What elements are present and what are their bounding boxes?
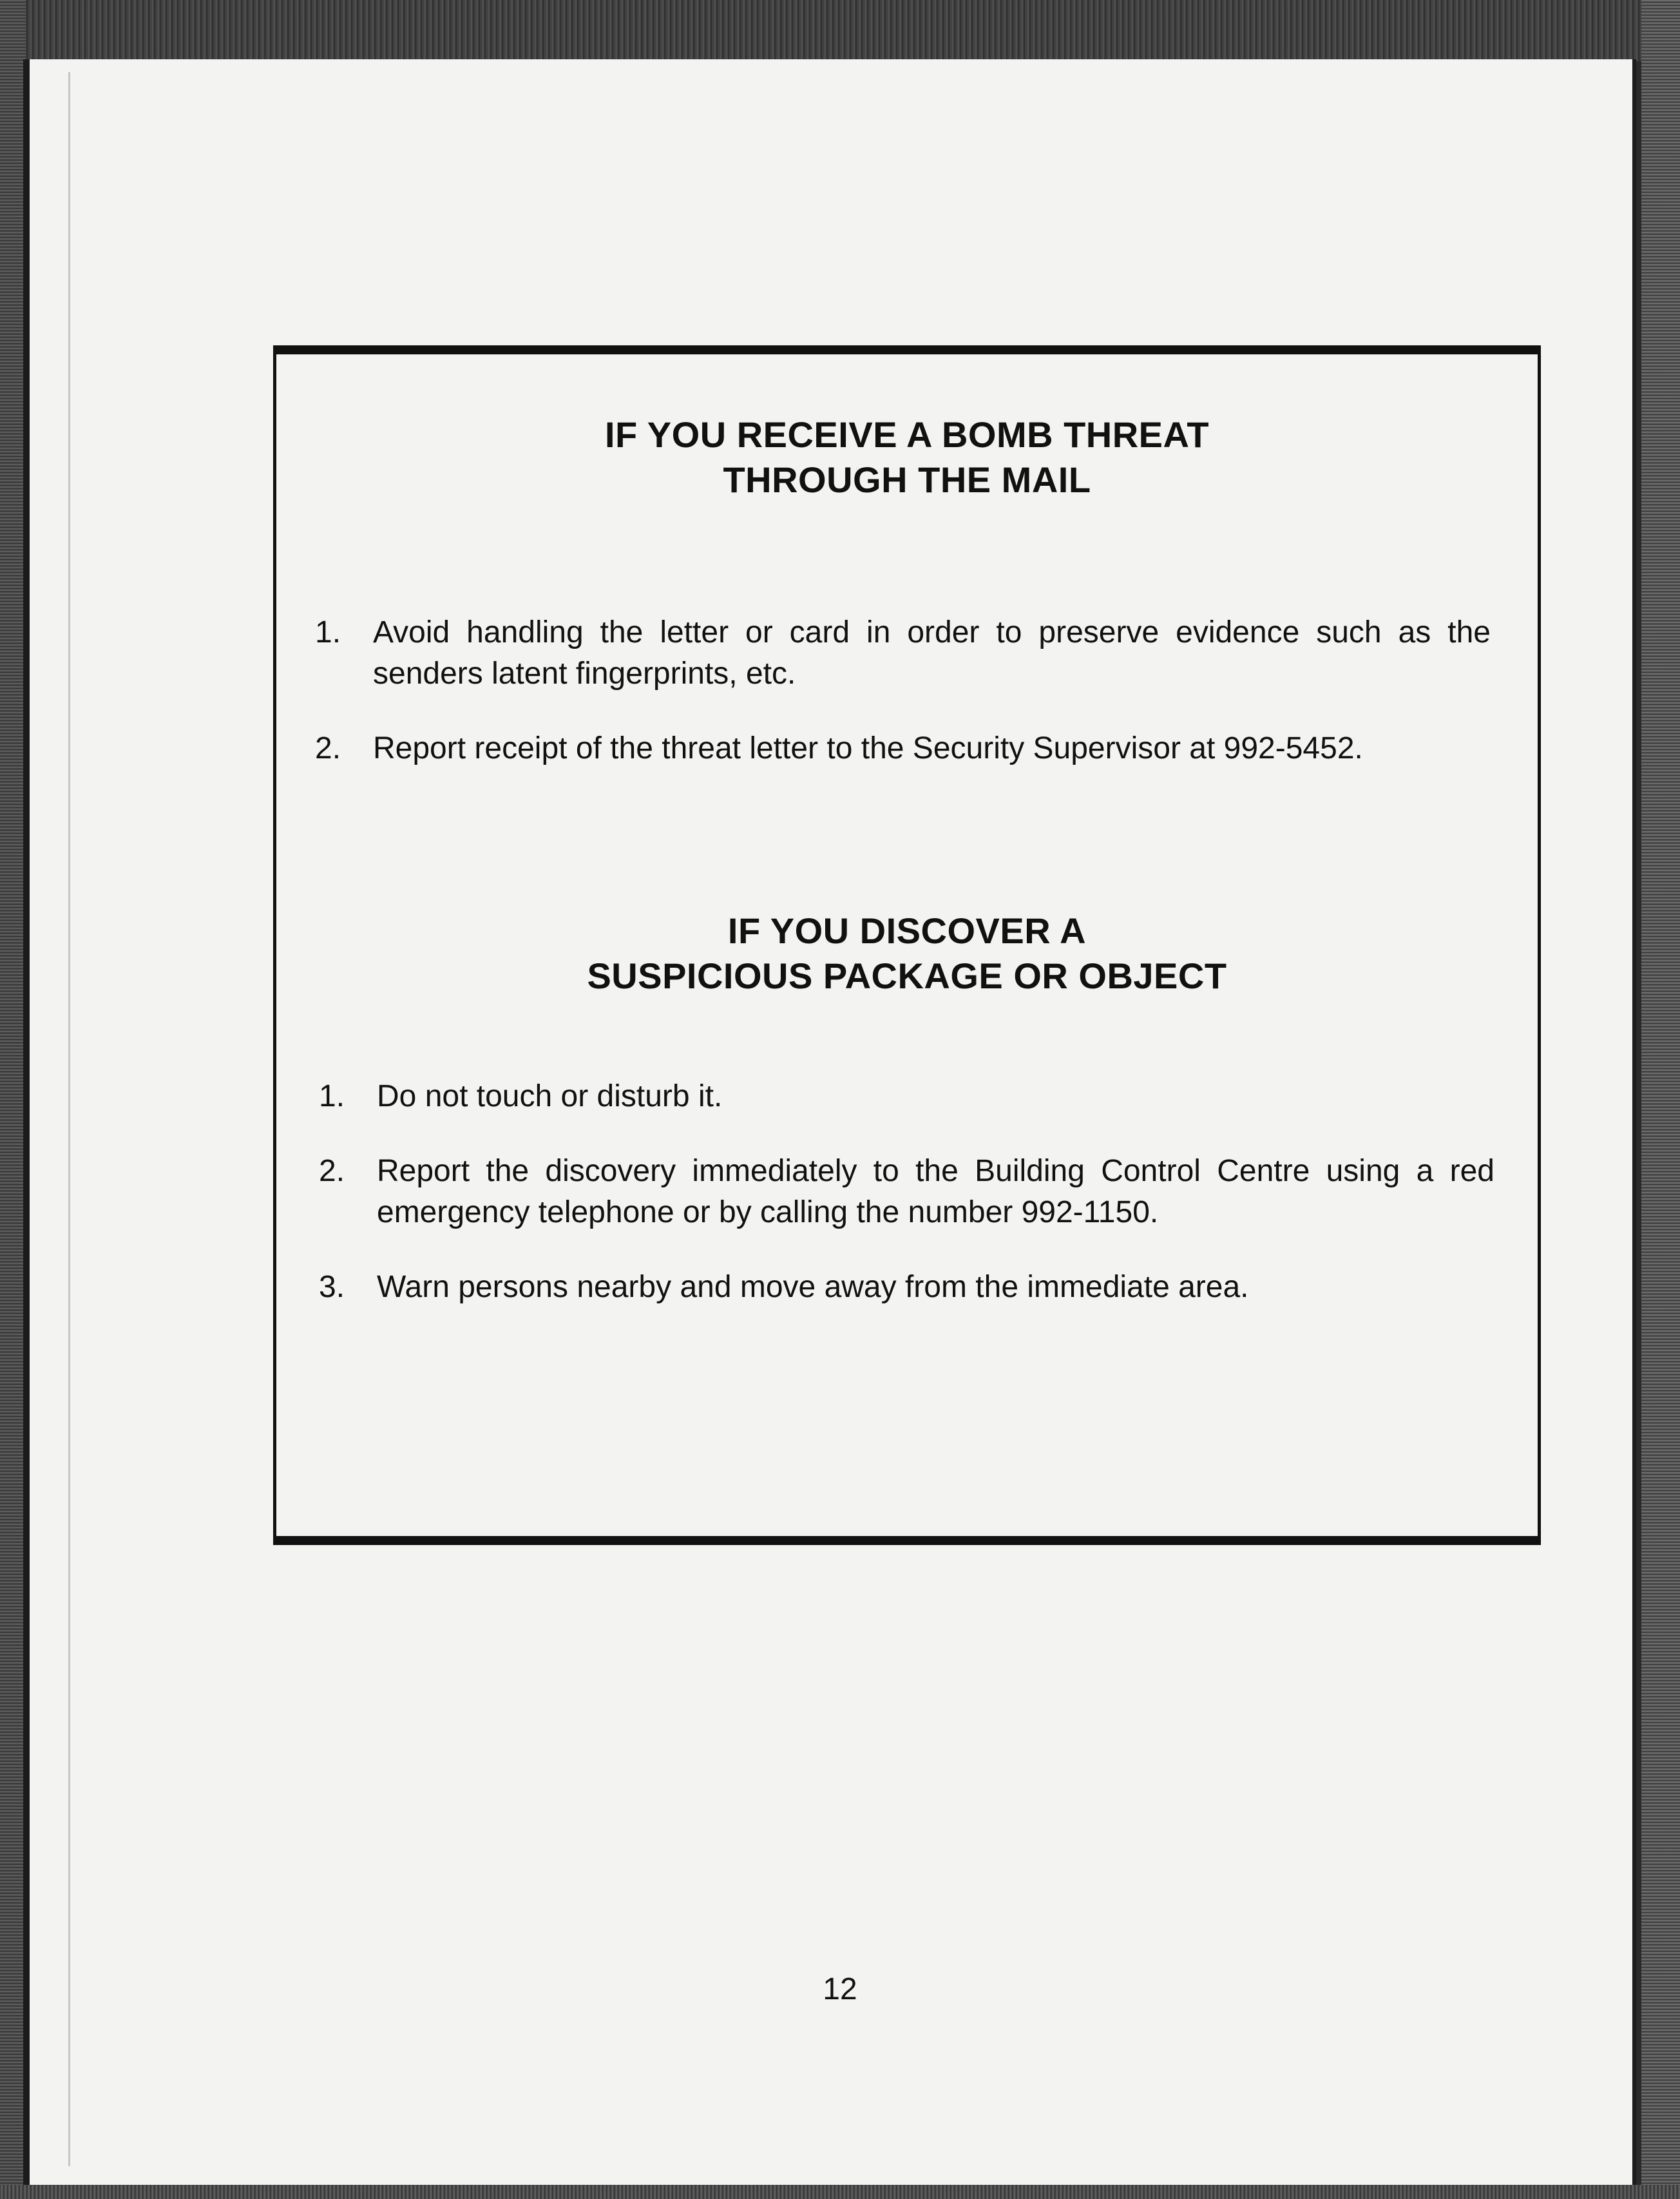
list-item [319,1076,1494,1117]
binding-margin-line [68,72,70,2166]
list-item-number: 1. [315,615,341,649]
suspicious-package-list [319,1076,1494,1308]
notice-box [273,345,1541,1545]
scan-left-edge [0,0,26,2199]
mail-threat-list [315,612,1491,769]
list-item [319,1267,1494,1308]
list-item-text: Do not touch or disturb it. [377,1079,723,1113]
suspicious-package-heading [276,908,1538,999]
scan-bottom-edge [0,2185,1680,2199]
list-item [315,728,1491,769]
suspicious-package-heading-line1: IF YOU DISCOVER A [727,910,1087,951]
list-item-number: 2. [319,1154,345,1188]
list-item-number: 1. [319,1079,345,1113]
mail-threat-heading-line1: IF YOU RECEIVE A BOMB THREAT [604,414,1210,455]
list-item-text: Avoid handling the letter or card in order to preserve evidence such as the senders latent fingerprints, etc. [373,615,1491,691]
mail-threat-heading [276,412,1538,503]
mail-threat-heading-line2: THROUGH THE MAIL [723,459,1091,500]
list-item-text: Warn persons nearby and move away from the immediate area. [377,1270,1249,1304]
list-item [315,612,1491,695]
list-item [319,1151,1494,1233]
scan-top-edge [0,0,1680,61]
list-item-text: Report the discovery immediately to the Building Control Centre using a red emergency telephone or by calling the number 992-1150. [377,1154,1494,1229]
page-number: 12 [823,1972,857,2006]
list-item-number: 2. [315,731,341,765]
list-item-text: Report receipt of the threat letter to the Security Supervisor at 992-5452. [373,731,1363,765]
scan-right-edge [1641,0,1680,2199]
list-item-number: 3. [319,1270,345,1304]
suspicious-package-heading-line2: SUSPICIOUS PACKAGE OR OBJECT [587,955,1227,996]
